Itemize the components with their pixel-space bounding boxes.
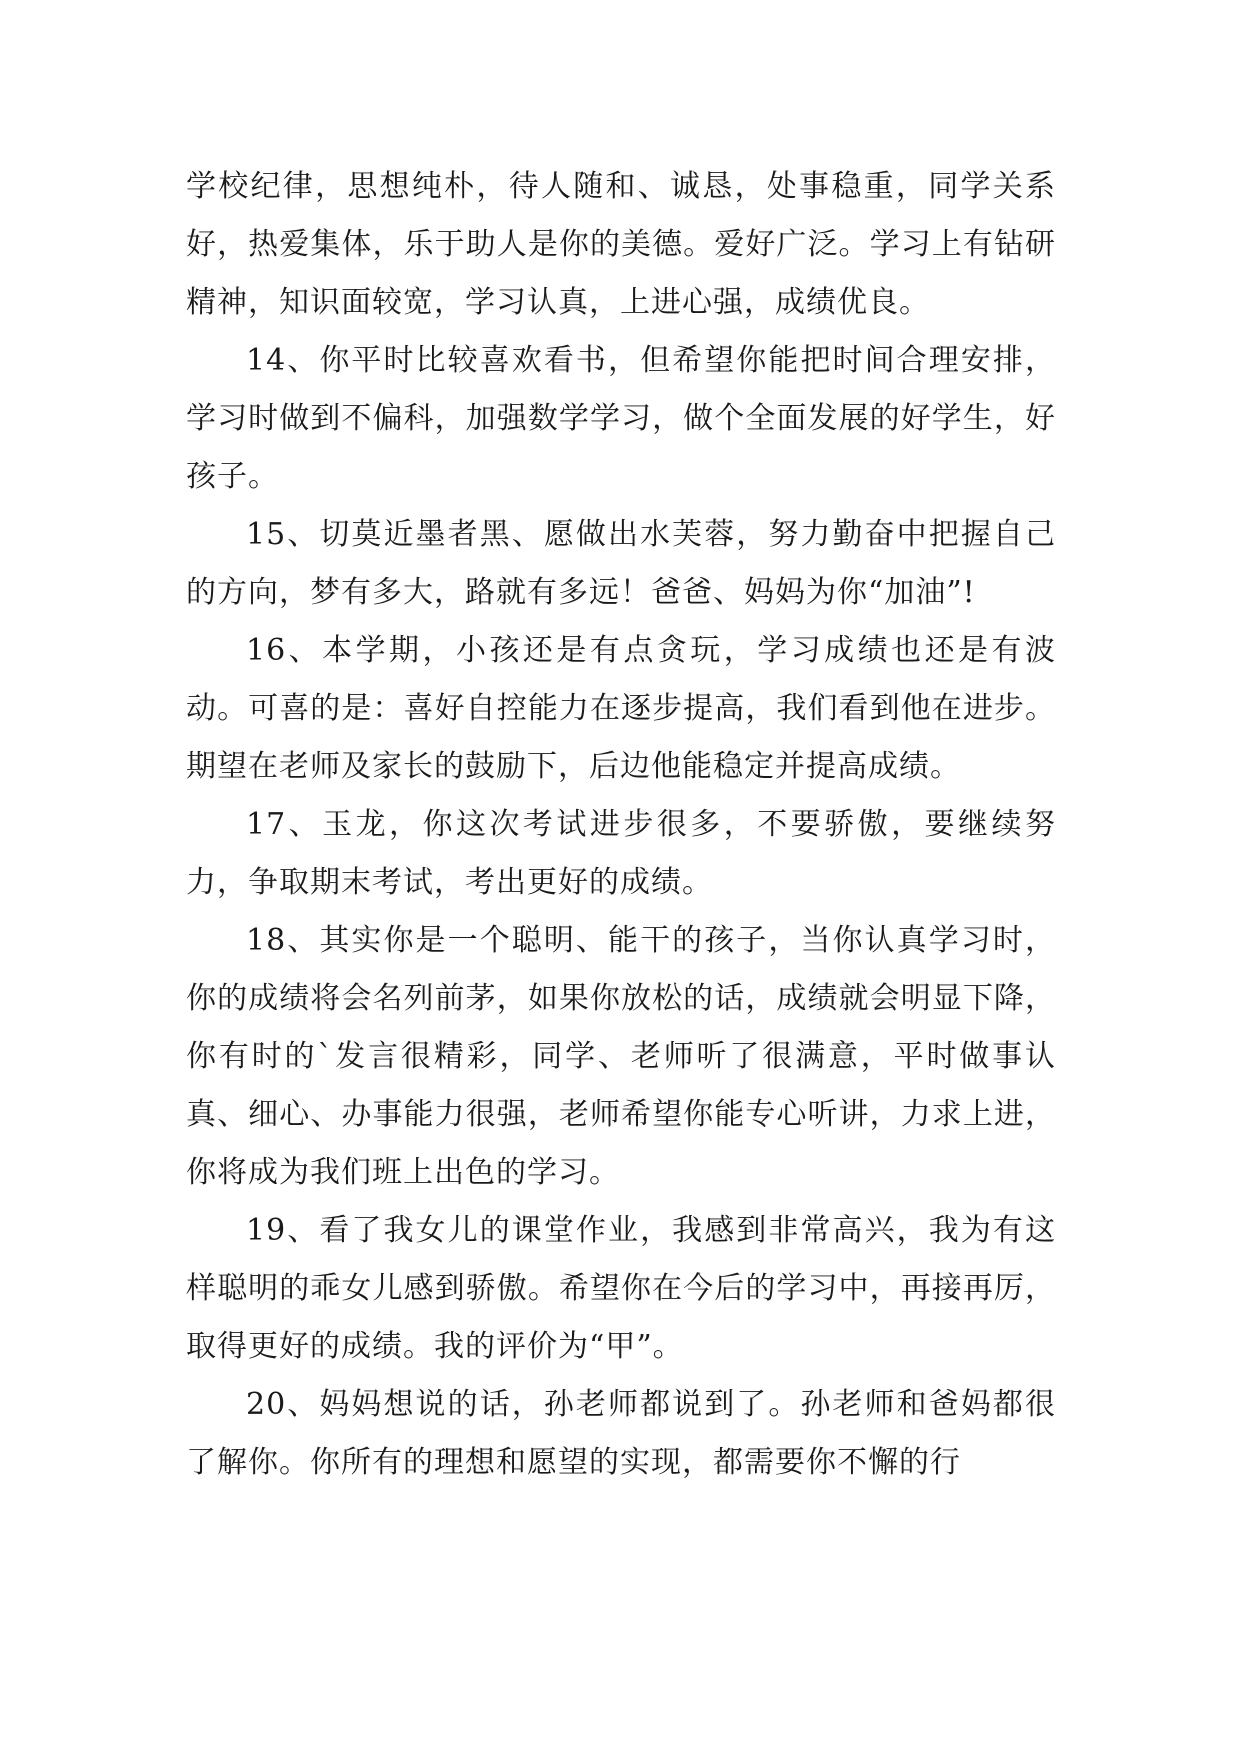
- paragraph-14: 14、你平时比较喜欢看书，但希望你能把时间合理安排，学习时做到不偏科，加强数学学习，做个全面发展的好学生，好孩子。: [186, 343, 1056, 494]
- paragraph-19: 19、看了我女儿的课堂作业，我感到非常高兴，我为有这样聪明的乖女儿感到骄傲。希望你在今后的学习中，再接再厉，取得更好的成绩。我的评价为“甲”。: [186, 1213, 1056, 1364]
- paragraph-15: 15、切莫近墨者黑、愿做出水芙蓉，努力勤奋中把握自己的方向，梦有多大，路就有多远！爸爸、妈妈为你“加油”!: [186, 517, 1056, 610]
- paragraph-18: 18、其实你是一个聪明、能干的孩子，当你认真学习时，你的成绩将会名列前茅，如果你放松的话，成绩就会明显下降，你有时的`发言很精彩，同学、老师听了很满意，平时做事认真、细心、办事能力很强，老师希望你能专心听讲，力求上进，你将成为我们班上出色的学习。: [186, 923, 1056, 1190]
- paragraph-17: 17、玉龙，你这次考试进步很多，不要骄傲，要继续努力，争取期末考试，考出更好的成绩。: [186, 807, 1056, 900]
- document-body: [186, 158, 1056, 1492]
- paragraph-16: 16、本学期，小孩还是有点贪玩，学习成绩也还是有波动。可喜的是：喜好自控能力在逐步提高，我们看到他在进步。期望在老师及家长的鼓励下，后边他能稳定并提高成绩。: [186, 633, 1056, 784]
- paragraph-20: 20、妈妈想说的话，孙老师都说到了。孙老师和爸妈都很了解你。你所有的理想和愿望的实现，都需要你不懈的行: [186, 1387, 1056, 1480]
- paragraph-13-continued: 学校纪律，思想纯朴，待人随和、诚恳，处事稳重，同学关系好，热爱集体，乐于助人是你的美德。爱好广泛。学习上有钻研精神，知识面较宽，学习认真，上进心强，成绩优良。: [186, 169, 1056, 320]
